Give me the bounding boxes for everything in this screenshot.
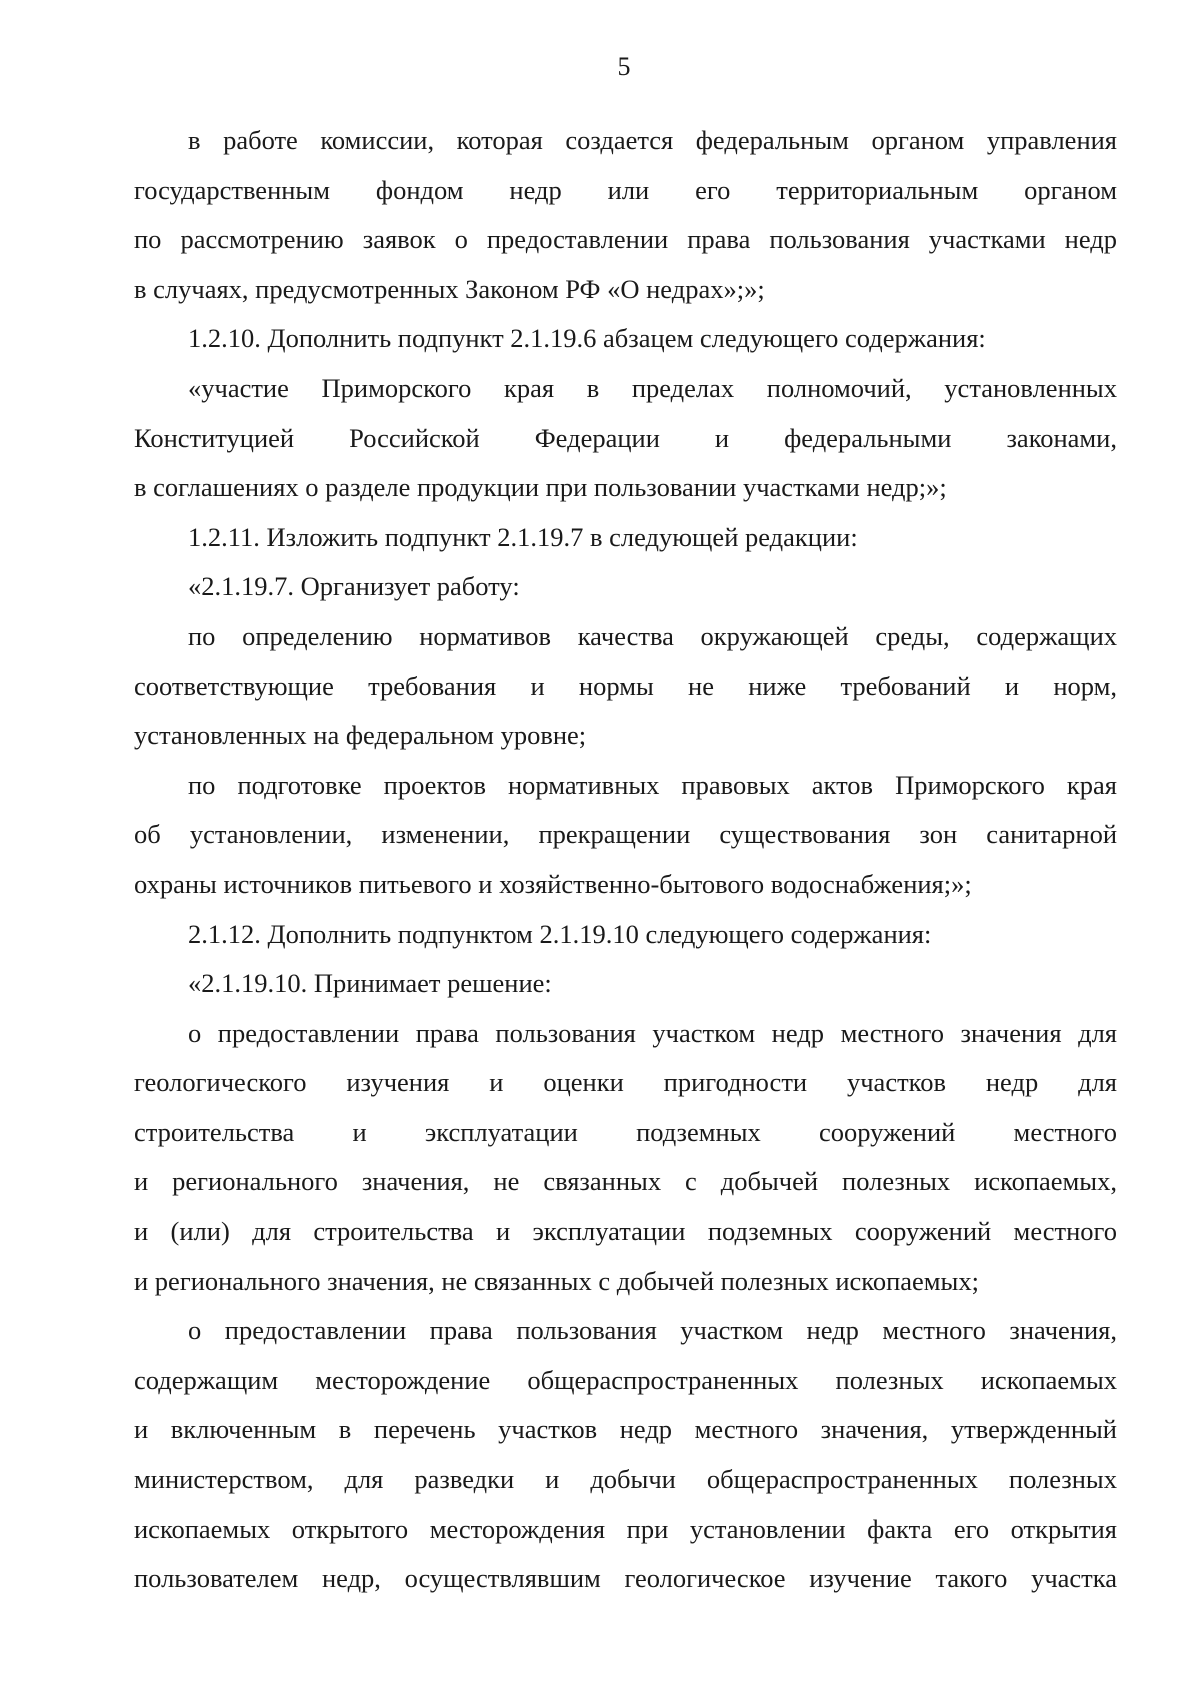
text-line: установленных на федеральном уровне; <box>134 720 587 751</box>
text-line: охраны источников питьевого и хозяйственно-бытового водоснабжения;»; <box>134 868 972 899</box>
text-line: «2.1.19.7. Организует работу: <box>188 571 520 602</box>
text-line: государственным фондом недр или его территориальным органом <box>134 174 1117 205</box>
text-line: о предоставлении права пользования участком недр местного значения, <box>188 1315 1117 1346</box>
text-line: по рассмотрению заявок о предоставлении права пользования участками недр <box>134 224 1117 255</box>
text-line: о предоставлении права пользования участком недр местного значения для <box>188 1017 1117 1048</box>
text-line: 1.2.11. Изложить подпункт 2.1.19.7 в следующей редакции: <box>188 521 858 552</box>
text-line: строительства и эксплуатации подземных сооружений местного <box>134 1116 1117 1147</box>
text-line: об установлении, изменении, прекращении существования зон санитарной <box>134 819 1117 850</box>
text-line: и регионального значения, не связанных с добычей полезных ископаемых; <box>134 1265 979 1296</box>
text-line: Конституцией Российской Федерации и федеральными законами, <box>134 422 1117 453</box>
text-line: и регионального значения, не связанных с добычей полезных ископаемых, <box>134 1166 1117 1197</box>
text-line: соответствующие требования и нормы не ниже требований и норм, <box>134 670 1117 701</box>
text-line: по подготовке проектов нормативных правовых актов Приморского края <box>188 769 1117 800</box>
text-line: в случаях, предусмотренных Законом РФ «О недрах»;»; <box>134 273 765 304</box>
text-line: ископаемых открытого месторождения при установлении факта его открытия <box>134 1513 1117 1544</box>
text-line: геологического изучения и оценки пригодности участков недр для <box>134 1067 1117 1098</box>
text-line: в работе комиссии, которая создается федеральным органом управления <box>188 125 1117 155</box>
text-line: пользователем недр, осуществлявшим геологическое изучение такого участка <box>134 1563 1117 1594</box>
text-line: «участие Приморского края в пределах полномочий, установленных <box>188 372 1117 403</box>
text-line: 1.2.10. Дополнить подпункт 2.1.19.6 абзацем следующего содержания: <box>188 323 986 354</box>
text-line: по определению нормативов качества окружающей среды, содержащих <box>188 620 1117 651</box>
text-line: в соглашениях о разделе продукции при пользовании участками недр;»; <box>134 472 947 503</box>
text-line: и включенным в перечень участков недр местного значения, утвержденный <box>134 1414 1117 1445</box>
text-line: и (или) для строительства и эксплуатации подземных сооружений местного <box>134 1216 1117 1247</box>
document-body <box>134 116 1117 1604</box>
text-line: 2.1.12. Дополнить подпунктом 2.1.19.10 следующего содержания: <box>188 918 932 949</box>
text-line: содержащим месторождение общераспространенных полезных ископаемых <box>134 1364 1117 1395</box>
page-number: 5 <box>617 52 631 81</box>
text-line: министерством, для разведки и добычи общераспространенных полезных <box>134 1464 1117 1495</box>
text-line: «2.1.19.10. Принимает решение: <box>188 968 552 999</box>
